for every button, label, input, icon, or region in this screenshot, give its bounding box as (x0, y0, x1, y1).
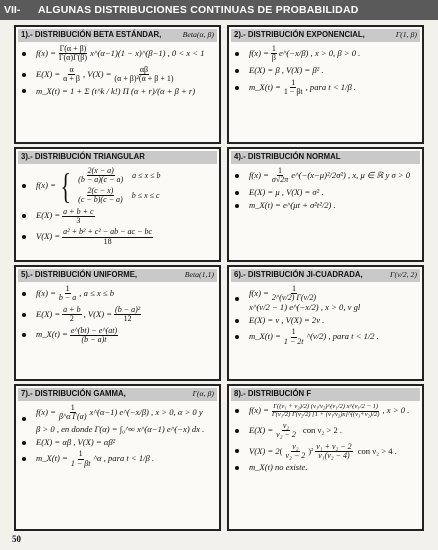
pdf-formula: f(x) = $\frac{1}{\text{β\textasciicircum{}α Γ(α)}}$ x^(α−1) e^(−x/β) , x > 0, α > 0 y β > 0 , en donde Γ(α) = ∫₀^∞ x^(α−1) e^(−x) dx . (20, 404, 214, 435)
mean-variance-formula: E(X) = $\frac{\alpha}{\alpha + \beta}$ , V(X) = $\frac{\alpha\beta}{\text{(α + β)²(α + β + 1)}}$ (20, 66, 214, 84)
chapter-number: VII- (4, 4, 21, 16)
distributions-grid (14, 25, 424, 533)
pdf-formula: f(x) = $\frac{1}{\beta}$ e^(−x/β) , x > 0, β > 0 . (233, 45, 417, 63)
mean-variance-formula: E(X) = ν , V(X) = 2ν . (233, 316, 417, 326)
box-gamma (14, 384, 221, 531)
mean-formula: E(X) = $\frac{a + b + c}{3}$ (20, 208, 214, 226)
box-title: 6).- DISTRIBUCIÓN JI-CUADRADA, Γ(ν/2, 2) (231, 269, 420, 282)
box-title: 3).- DISTRIBUCIÓN TRIANGULAR (18, 151, 217, 164)
mgf-formula: m_X(t) no existe. (233, 463, 417, 473)
box-exponential (227, 25, 424, 144)
mgf-formula: m_X(t) = 1 + Σ (t^k / k!) Π (α + r)/(α + β + r) (20, 87, 214, 97)
pdf-formula: f(x) = $\frac{\Gamma(\alpha + \beta)}{\Gamma(\alpha)\Gamma(\beta)}$ x^(α−1)(1 − x)^(β−1) , 0 < x < 1 (20, 45, 214, 63)
box-normal (227, 147, 424, 262)
mgf-formula: m_X(t) = $\frac{e\^{}(bt) - e\^{}(at)}{(b - a)t}$ (20, 327, 214, 345)
box-f-distribution (227, 384, 424, 531)
mean-variance-formula: E(X) = μ , V(X) = σ² . (233, 188, 417, 198)
pdf-formula: f(x) = $\frac{1}{2\^{}(\nu/2) \Gamma(\nu/2)}$ x^(ν/2 − 1) e^(−x/2) , x > 0, ν gl (233, 285, 417, 313)
box-uniform (14, 265, 221, 381)
variance-formula: V(X) = $\frac{\text{a² + b² + c² − ab − ac − bc}}{18}$ (20, 228, 214, 246)
mean-formula: E(X) = $\frac{\text{ν₂}}{\text{ν₂ − 2}}$ con ν₂ > 2 . (233, 422, 417, 440)
pdf-formula: f(x) = $\frac{\text{Γ((ν₁ + ν₂)/2) (ν₁/ν₂)\textasciicircum{}(ν₁/2) x\textasciicircum{}(ν₁/2 − 1)}}{\text{Γ(ν₁/2) Γ(ν₂/2) [1 + (ν₁/ν₂)x]\textasciicircum{}((ν₁+ν₂)/2)}}$ , x > 0 . (233, 404, 417, 419)
box-title: 2).- DISTRIBUCIÓN EXPONENCIAL, Γ(1, β) (231, 29, 420, 42)
variance-formula: V(X) = 2 ( $\frac{\text{ν₂}}{\text{ν₂ − 2}}$ ) ² $\frac{\text{ν₁ + ν₂ − 2}}{\text{ν₁(ν₂ − 4)}}$ con ν₂ > 4 . (233, 443, 417, 461)
chapter-title: ALGUNAS DISTRIBUCIONES CONTINUAS DE PROBABILIDAD (38, 4, 359, 16)
pdf-formula: f(x) = $\frac{1}{b - a}$ , a ≤ x ≤ b (20, 285, 214, 303)
box-triangular (14, 147, 221, 262)
box-beta (14, 25, 221, 144)
pdf-formula: f(x) = { $\frac{2(x - a)}{(b - a)(c - a)}$ a ≤ x ≤ b $\frac{2(c - x)}{(c - b)(c - a)}$ b ≤ x ≤ c (20, 167, 214, 205)
mgf-formula: m_X(t) = $\frac{1}{1 - \beta t}$ , para t < 1/β . (233, 79, 417, 97)
mgf-formula: m_X(t) = e^(μt + σ²t²/2) . (233, 201, 417, 211)
box-chi-square (227, 265, 424, 381)
page-header (0, 0, 438, 20)
box-title: 5).- DISTRIBUCIÓN UNIFORME, Beta(1,1) (18, 269, 217, 282)
page-number: 50 (12, 534, 21, 544)
mean-variance-formula: E(X) = β , V(X) = β² . (233, 66, 417, 76)
box-title: 4).- DISTRIBUCIÓN NORMAL (231, 151, 420, 164)
mean-variance-formula: E(X) = αβ , V(X) = αβ² (20, 438, 214, 448)
box-title: 8).- DISTRIBUCIÓN F (231, 388, 420, 401)
mgf-formula: m_X(t) = $\frac{1}{1 - 2t}$ ^(ν/2) , para t < 1/2 . (233, 328, 417, 346)
box-title: 1).- DISTRIBUCIÓN BETA ESTÁNDAR, Beta(α, β) (18, 29, 217, 42)
pdf-formula: f(x) = $\frac{1}{\sigma√2\pi}$ e^(−(x−μ)²/2σ²) , x, μ ∈ ℝ y σ > 0 (233, 167, 417, 185)
mgf-formula: m_X(t) = $\frac{1}{1 - \beta t}$ ^α , para t < 1/β . (20, 450, 214, 468)
box-title: 7).- DISTRIBUCIÓN GAMMA, Γ(α, β) (18, 388, 217, 401)
mean-variance-formula: E(X) = $\frac{a + b}{2}$ , V(X) = $\frac{\text{(b − a)²}}{12}$ (20, 306, 214, 324)
